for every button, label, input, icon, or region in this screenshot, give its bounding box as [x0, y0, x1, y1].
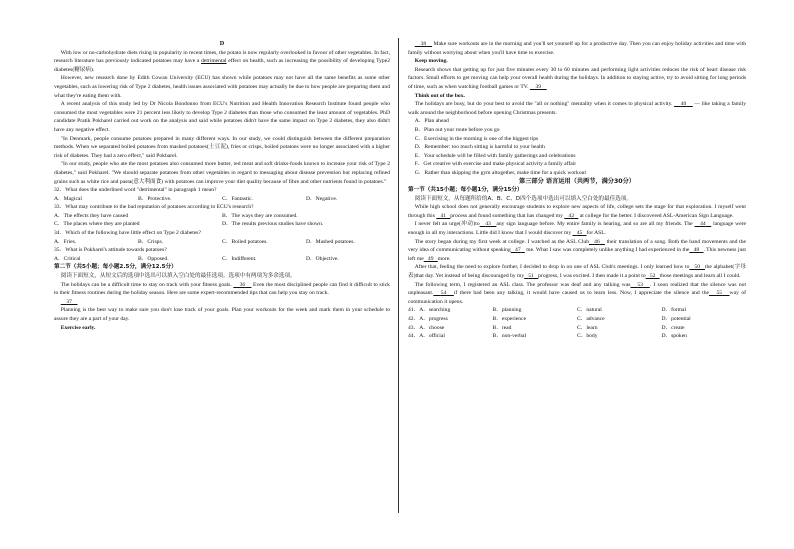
text: Even the most disciplined people can find it difficult to stick to their fitness routines during the holiday season. Here are some expert-recommended tips that can help you stay on track. — [54, 281, 390, 297]
option: D．formal — [661, 307, 687, 314]
option: C．Fantastic. — [222, 195, 253, 202]
cloze-blank-37-line — [54, 298, 390, 307]
passage-paragraph-3: A recent analysis of this study led by Dr Nicola Bondonno from ECU's Nutrition and Health Innovation Research Institute found people who consumed the most vegetables were 21 percent less likely to develop Type 2 diabetes than those who consumed the least amount of vegetables. PhD candidate Pratik Pokharel carried out work on the analysis and said while potatoes didn't have the same impact on Type 2 diabetes, they also didn't have any negative effect. — [54, 101, 390, 133]
blank-46: 46 — [594, 238, 600, 245]
blank-41: 41 — [440, 212, 447, 219]
column-divider — [398, 38, 399, 513]
blank-53: 53 — [637, 281, 643, 288]
option-g: G．Rather than skipping the gym altogether, make time for a quick workout — [414, 169, 586, 176]
question-33: 33．What may contribute to the bad reputation of potatoes according to ECU's research? — [54, 204, 254, 211]
option: C．The places where they are planted — [54, 221, 140, 228]
option: D．potential — [661, 316, 691, 322]
blank-51: 51 — [528, 273, 534, 280]
option: 43．A．choose — [408, 324, 445, 331]
option: B．Crisps. — [138, 238, 164, 245]
blank-43: 43 — [485, 221, 491, 228]
question-32: 32．What does the underlined word "detrimental" in paragraph 1 mean? — [54, 187, 217, 194]
option: B．Opposed. — [138, 255, 169, 262]
cloze-paragraph-1 — [54, 281, 390, 298]
option-d: D．Remember: too much sitting is harmful to your health — [414, 144, 545, 151]
blank-39: 39 — [535, 83, 542, 90]
blank-36: 36 — [239, 281, 246, 288]
answer-row-43 — [408, 324, 746, 333]
cloze-paragraph-5 — [408, 100, 746, 117]
option: A．Fries. — [54, 238, 77, 245]
option: B．read — [492, 324, 512, 331]
think-out-heading: Think out of the box. — [414, 92, 465, 99]
blank-38: 38 — [420, 41, 427, 47]
question-34-options — [54, 238, 390, 247]
blank-48: 48 — [693, 247, 700, 254]
blank-40: 40 — [680, 101, 687, 108]
option-c: C．Exercising in the morning is one of the biggest tips — [414, 135, 539, 142]
passage-paragraph-2: However, new research done by Edith Cowan University (ECU) has shown while potatoes may not have all the same benefits as some other vegetables, such as lowering risk of Type 2 diabetes, health issues associated with potatoes may actually be due to how people are preparing them and what they're eating them with. — [54, 75, 390, 99]
cloze-text-paragraph-3: The story began during my first week at college. I watched as the ASL Club 46 their translation of a song. Both the hand movements and the very idea of communicating without speaking 47 me. What I saw was completely unlike anything I had experienced in the 48 . This newness just left me 49 more. — [408, 238, 746, 262]
option: 42．A．progress — [408, 316, 448, 322]
question-35: 35．What is Pokharel's attitude towards potatoes? — [54, 247, 167, 254]
part-3-instructions: 阅读下面短文，从每题所给的A、B、C、D四个选项中选出可以填入空白处的最佳选项。 — [414, 195, 632, 202]
cloze-paragraph-4 — [408, 66, 746, 92]
option: D．spoken — [661, 333, 687, 340]
exercise-early-heading: Exercise early. — [60, 324, 96, 331]
blank-45: 45 — [576, 230, 583, 237]
blank-47: 47 — [515, 247, 521, 254]
section-2-instructions: 阅读下面短文，从短文后的选项中选出可以填入空白处的最佳选项。选项中有两项为多余选项。 — [60, 273, 296, 280]
option: B．planning — [492, 307, 522, 314]
option: C．learn — [577, 324, 598, 331]
option: C．Indifferent. — [222, 255, 257, 262]
option: D．Objective. — [306, 255, 339, 262]
option-e: E．Your schedule will be filled with family gatherings and celebrations — [414, 152, 576, 159]
option: B．The ways they are consumed. — [222, 212, 298, 219]
blank-55: 55 — [716, 290, 723, 297]
text: The holidays are busy, but do your best to avoid the "all or nothing" mentality when it comes to physical activity. — [414, 101, 673, 108]
blank-54: 54 — [440, 290, 447, 297]
text: Research shows that getting up for just five minutes every 30 to 60 minutes and performing light activities reduces the risk of heart disease risk factors. Small efforts to get moving can help your overall health during the holidays. In addition to staying active, try to avoid sitting for long periods of time, such as when watching football games or TV. — [408, 66, 746, 90]
option: 41．A．searching — [408, 307, 451, 314]
text: The holidays can be a difficult time to stay on track with your fitness goals. — [60, 281, 232, 288]
option: A．The effects they have caused — [54, 212, 129, 219]
part-3-heading: 第三部分 语言运用（共两节，满分30分） — [519, 177, 635, 185]
right-column — [408, 40, 746, 341]
question-32-options — [54, 195, 390, 204]
blank-50: 50 — [694, 264, 700, 271]
section-2-heading: 第二节（共5小题；每小题2.5分，满分12.5分） — [54, 264, 177, 271]
cloze-text-paragraph-1: While high school does not generally encourage students to explore new aspects of life, college sets the stage for that exploration. I myself went through this 41 process and found something that has changed my 42 at college for the better. I discovered ASL-American Sign Language. — [408, 204, 746, 219]
passage-paragraph-1: With low or no-carbohydrate diets rising in popularity in recent times, the potato is now regularly overlooked in favour of other vegetables. In fact, research literature has previously indicated potatoes may have a detrimental effect on health, such as increasing the possibility of developing Type2 diabetes(糖尿病). — [54, 49, 390, 73]
answer-row-42 — [408, 315, 746, 324]
blank-49: 49 — [427, 255, 434, 262]
passage-paragraph-5: "In our study, people who ate the most potatoes also consumed more butter, red meat and soft drinks-foods known to increase your risk of Type 2 diabetes," said Pokharel. "We should separate potatoes from other vegetables in regard to messaging about disease prevention but replacing refined grains such as white rice and pasta(意大利面食) with potatoes can improve your diet quality because of fibre and other nutrients found in potatoes." — [54, 161, 390, 185]
option: D．Negative. — [306, 195, 338, 202]
option: B．non-verbal — [492, 333, 527, 340]
option: B．Protective. — [138, 195, 172, 202]
cloze-text-paragraph-5: The following term, I registered an ASL class. The professor was deaf and any talking was 53 . I soon realized that the silence was not unpleasant. 54 if there had been any talking, it would have caused us to learn less. Now, I appreciate the silence and the 55 way of communication it opens. — [408, 281, 747, 305]
option: D．The results previous studies have shown. — [222, 221, 324, 228]
question-33-options-row1 — [54, 212, 390, 221]
option: C．natural — [577, 307, 602, 314]
blank-52: 52 — [649, 273, 656, 280]
cloze-text-paragraph-2: I never felt an urge(冲动)to 43 any sign language before. My entire family is hearing, and so are all my friends. The 44 language were enough in all my interactions. Little did I know that I would discover my 45 for ASL. — [408, 221, 747, 237]
text: Make sure workouts are in the morning and you'll set yourself up for a productive day. Then you can enjoy holiday activities and time with family without worrying about when you'll have time to exercise. — [408, 41, 747, 56]
question-33-options-row2 — [54, 220, 390, 229]
left-column — [54, 40, 390, 332]
option: C．body — [577, 333, 598, 340]
keep-moving-heading: Keep moving. — [414, 58, 448, 65]
passage-heading: D — [219, 40, 225, 47]
option-f: F．Get creative with exercise and make physical activity a family affair — [414, 161, 577, 168]
underlined-word: detrimental — [201, 58, 227, 65]
blank-44: 44 — [700, 221, 706, 228]
blank-42: 42 — [568, 212, 575, 219]
option: D．Mashed potatoes. — [306, 238, 355, 245]
blank-37: 37 — [66, 298, 72, 305]
cloze-paragraph-3 — [408, 40, 746, 57]
option: C．advance — [577, 316, 605, 322]
text: — like taking a family walk around the neighborhood before opening Christmas presents. — [408, 101, 747, 116]
option: B．experience — [492, 316, 527, 322]
question-34: 34．Which of the following have little effect on Type 2 diabetes? — [54, 230, 201, 237]
passage-paragraph-4: "In Denmark, people consume potatoes prepared in many different ways. In our study, we could distinguish between the different preparation methods. When we separated boiled potatoes from mashed potatoes(土豆泥), fries or crisps, boiled potatoes were no longer associated with a higher risk of diabetes. They had a zero effect," said Pokharel. — [54, 135, 390, 159]
cloze-paragraph-2: Planning is the best way to make sure you don't lose track of your goals. Plan your workouts for the week and mark them in your schedule to assure they are a part of your day. — [54, 307, 390, 322]
part-3-section-1-heading: 第一节（共15小题；每小题1分，满分15分） — [408, 187, 523, 194]
option: D．create — [661, 324, 685, 331]
option: A．Magical — [54, 195, 82, 202]
option: C．Boiled potatoes. — [222, 238, 268, 245]
answer-row-41 — [408, 306, 746, 315]
cloze-text-paragraph-4: After that, feeling the need to explore further, I decided to drop in on one of ASL Club's meetings. I only learned how to 50 the alphabet(字母表)that day. Yet instead of being discouraged by my 51 progress, I was excited. I then made it a point to 52 those meetings and learn all I could. — [408, 264, 746, 280]
option-a: A．Plan ahead — [414, 118, 449, 125]
option: 44．A．official — [408, 333, 445, 340]
question-35-options — [54, 255, 390, 264]
option: A．Critical — [54, 255, 81, 262]
answer-row-44 — [408, 332, 746, 341]
option-b: B．Plan out your route before you go — [414, 126, 500, 133]
